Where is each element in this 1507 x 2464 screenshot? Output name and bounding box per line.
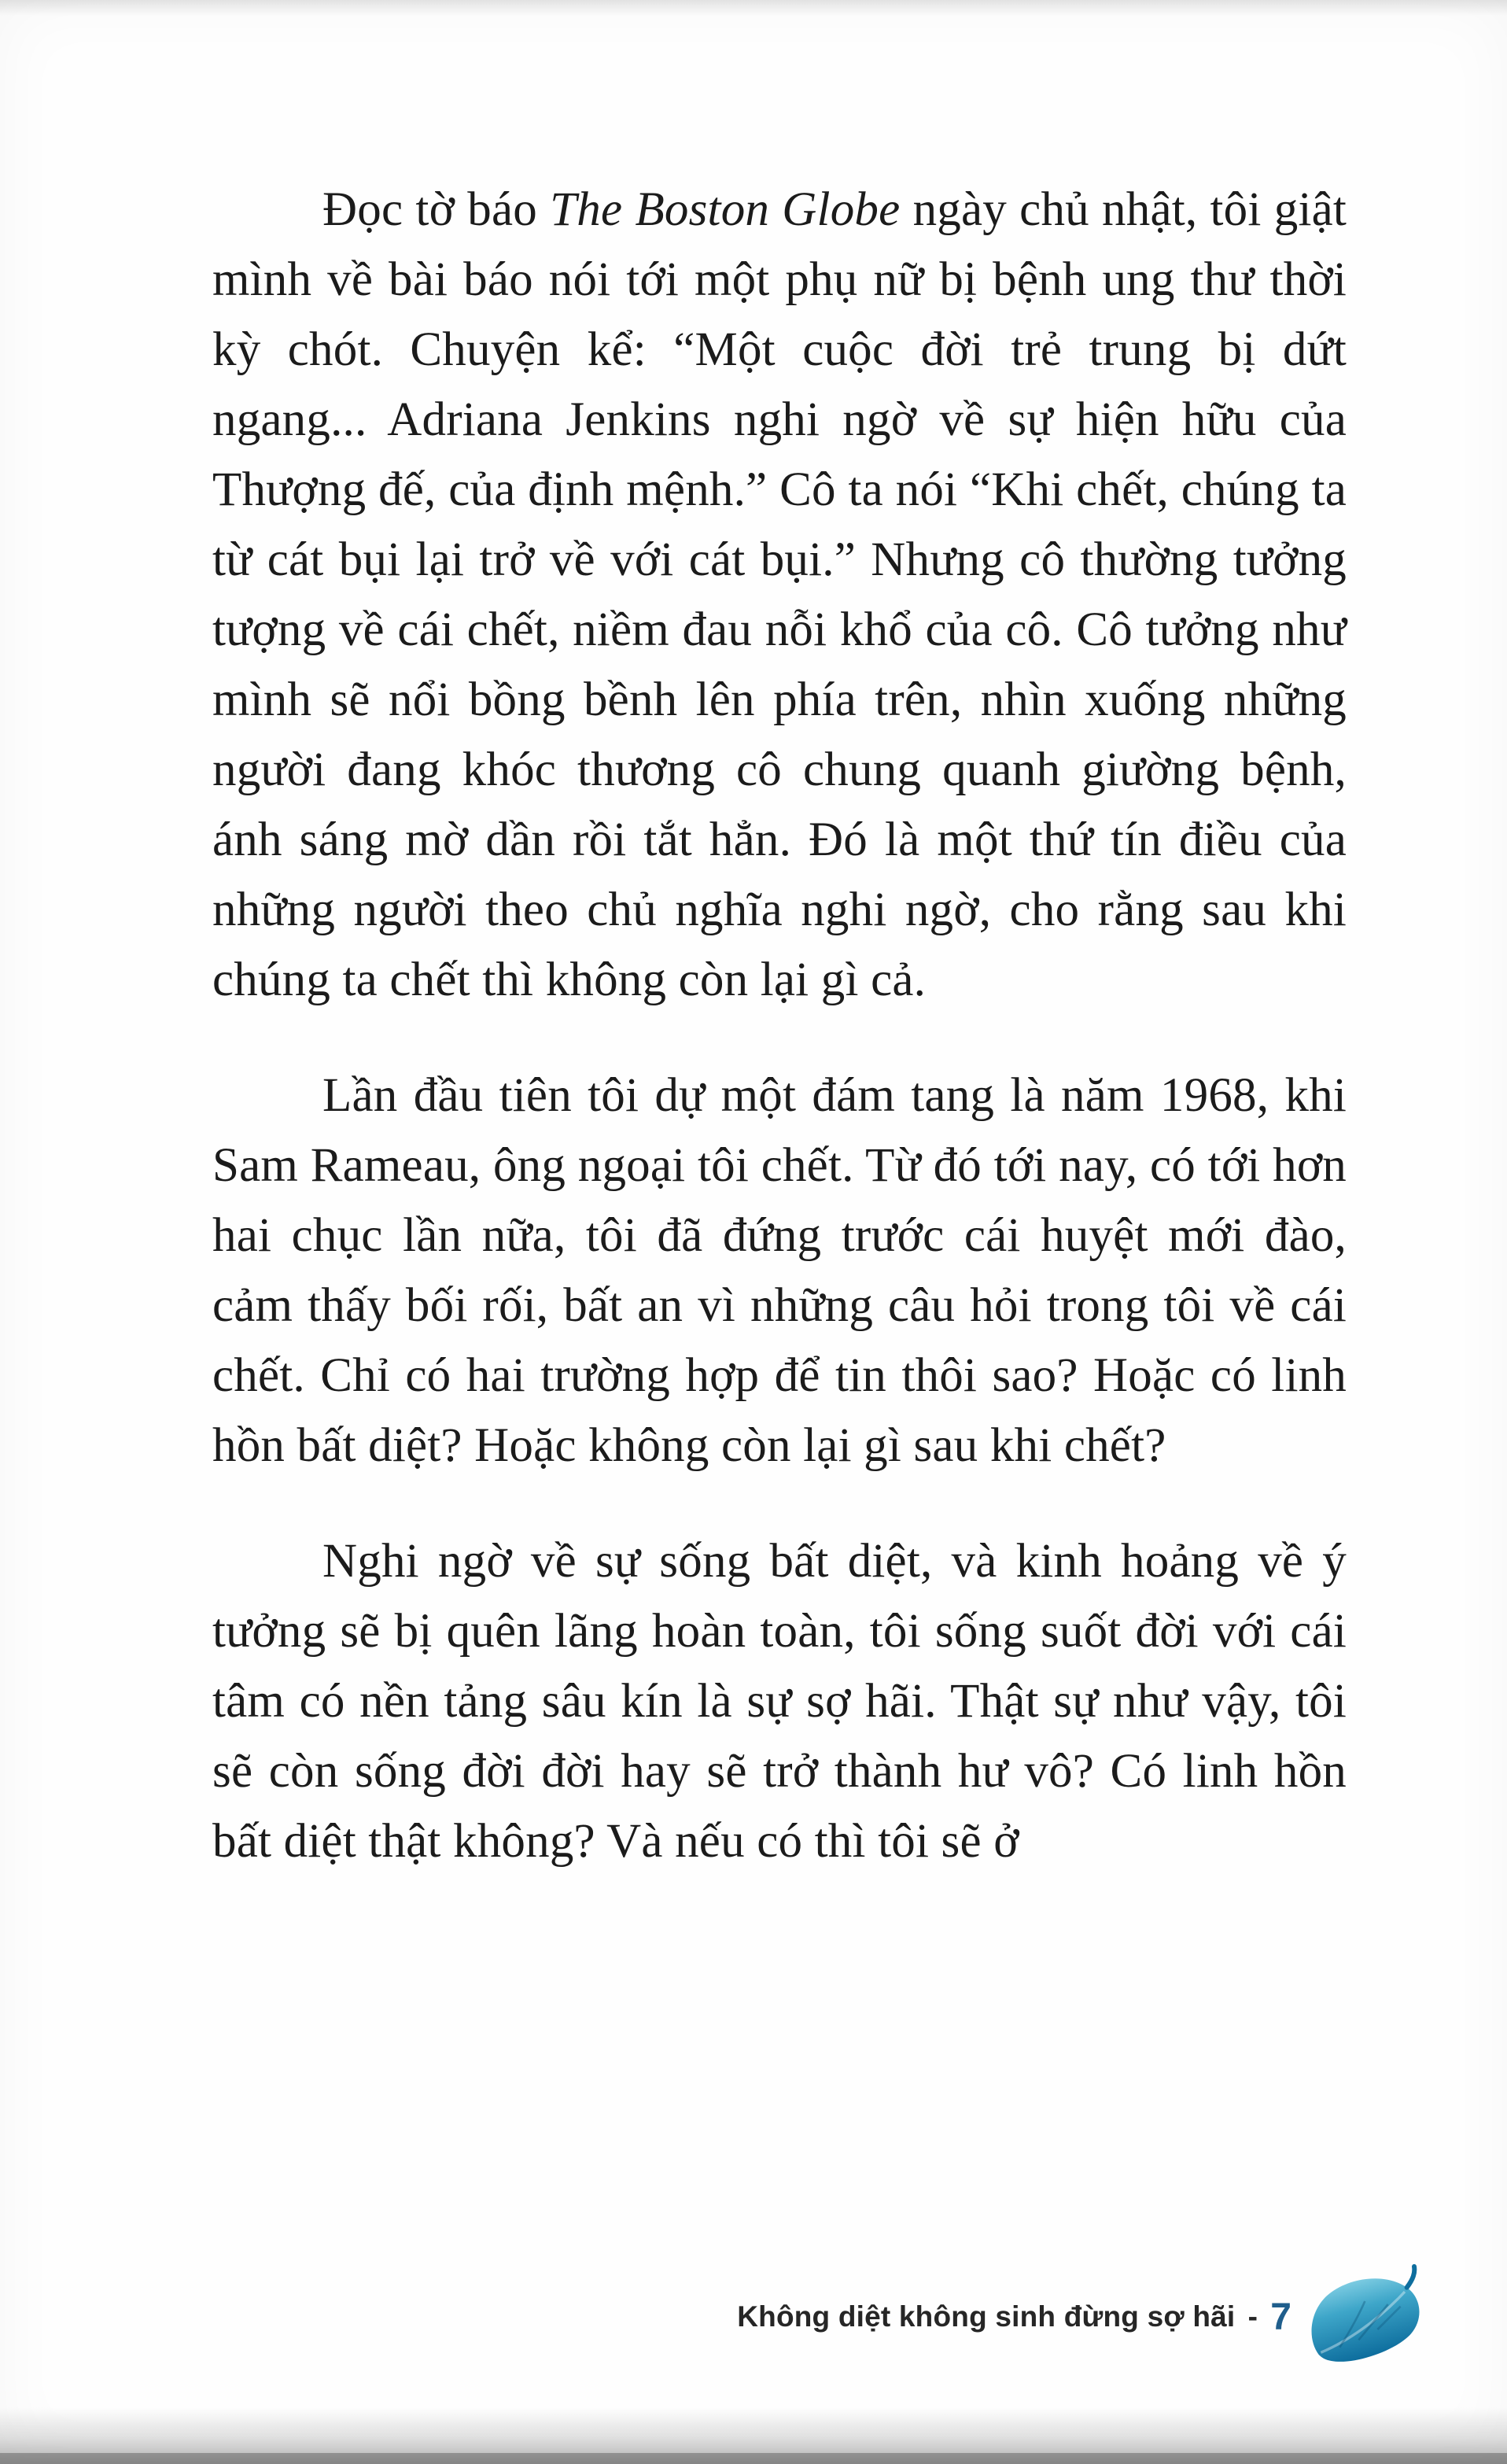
scan-artifact-bottom-edge <box>0 2453 1507 2464</box>
book-title-italic: The Boston Globe <box>550 183 901 236</box>
scan-artifact-top <box>0 0 1507 16</box>
paragraph-1 <box>212 175 1347 1015</box>
page-footer <box>737 2264 1430 2370</box>
paragraph-1-pre: Đọc tờ báo <box>322 183 551 236</box>
footer-book-title: Không diệt không sinh đừng sợ hãi <box>737 2300 1236 2333</box>
paragraph-1-post: ngày chủ nhật, tôi giật mình về bài báo nói tới một phụ nữ bị bệnh ung thư thời kỳ chót. Chuyện kể: “Một cuộc đời trẻ trung bị dứt ngang... Adriana Jenkins nghi ngờ về sự hiện hữu của Thượng đế, của định mệnh.” Cô ta nói “Khi chết, chúng ta từ cát bụi lại trở về với cát bụi.” Nhưng cô thường tưởng tượng về cái chết, niềm đau nỗi khổ của cô. Cô tưởng như mình sẽ nổi bồng bềnh lên phía trên, nhìn xuống những người đang khóc thương cô chung quanh giường bệnh, ánh sáng mờ dần rồi tắt hẳn. Đó là một thứ tín điều của những người theo chủ nghĩa nghi ngờ, cho rằng sau khi chúng ta chết thì không còn lại gì cả. <box>212 183 1347 1006</box>
leaf-icon <box>1304 2264 1430 2370</box>
paragraph-3: Nghi ngờ về sự sống bất diệt, và kinh hoảng về ý tưởng sẽ bị quên lãng hoàn toàn, tôi sống suốt đời với cái tâm có nền tảng sâu kín là sự sợ hãi. Thật sự như vậy, tôi sẽ còn sống đời đời hay sẽ trở thành hư vô? Có linh hồn bất diệt thật không? Và nếu có thì tôi sẽ ở <box>212 1535 1347 1868</box>
paragraph-2: Lần đầu tiên tôi dự một đám tang là năm 1968, khi Sam Rameau, ông ngoại tôi chết. Từ đó tới nay, có tới hơn hai chục lần nữa, tôi đã đứng trước cái huyệt mới đào, cảm thấy bối rối, bất an vì những câu hỏi trong tôi về cái chết. Chỉ có hai trường hợp để tin thôi sao? Hoặc có linh hồn bất diệt? Hoặc không còn lại gì sau khi chết? <box>212 1069 1347 1472</box>
page-text-block <box>212 175 1347 1922</box>
footer-separator: - <box>1240 2300 1266 2333</box>
page-number: 7 <box>1270 2296 1291 2338</box>
